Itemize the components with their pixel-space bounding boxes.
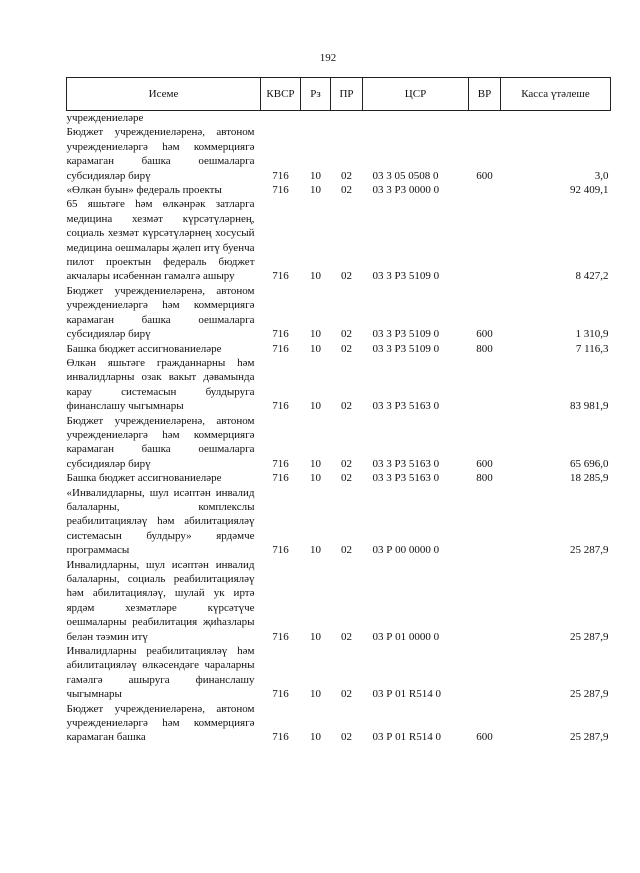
table-body bbox=[67, 111, 611, 745]
cell-rz: 10 bbox=[310, 544, 321, 557]
table-header bbox=[67, 78, 611, 111]
cell-vr bbox=[469, 356, 501, 414]
table-row bbox=[67, 356, 611, 414]
cell-vr bbox=[469, 486, 501, 558]
cell-vr bbox=[469, 558, 501, 644]
cell-csr: 03 3 P3 5163 0 bbox=[372, 457, 440, 470]
cell-name: учреждениеләре bbox=[66, 112, 144, 124]
cell-vr bbox=[469, 197, 501, 283]
table-row bbox=[67, 197, 611, 283]
cell-name: 65 яшьтәге һәм өлкәнрәк затларга медицина хезмәт күрсәтүләрнең, социаль хезмәт күрсәтүләрнең хосусый медицина оешмалары җәлеп итү буенча пилот проектын федераль бюджет акчалары исәбеннән гамәлгә ашыру bbox=[66, 198, 255, 283]
cell-amount: 1 310,9 bbox=[575, 328, 609, 341]
cell-kvsr: 716 bbox=[272, 544, 289, 557]
cell-pr: 02 bbox=[341, 544, 352, 557]
cell-amount: 25 287,9 bbox=[570, 731, 609, 744]
cell-amount: 7 116,3 bbox=[575, 342, 609, 355]
cell-csr: 03 Р 01 R514 0 bbox=[372, 688, 441, 701]
cell-kvsr: 716 bbox=[272, 731, 289, 744]
cell-amount: 92 409,1 bbox=[570, 184, 609, 197]
cell-csr: 03 3 P3 0000 0 bbox=[372, 184, 440, 197]
cell-vr: 600 bbox=[476, 457, 493, 470]
table-row bbox=[67, 644, 611, 702]
table-row bbox=[67, 284, 611, 342]
cell-pr: 02 bbox=[341, 630, 352, 643]
table-row bbox=[67, 486, 611, 558]
cell-rz: 10 bbox=[310, 731, 321, 744]
cell-pr: 02 bbox=[341, 688, 352, 701]
cell-kvsr bbox=[261, 111, 301, 126]
table-row bbox=[67, 702, 611, 745]
cell-rz: 10 bbox=[310, 457, 321, 470]
header-name: Исеме bbox=[67, 78, 261, 111]
cell-rz: 10 bbox=[310, 630, 321, 643]
table-row bbox=[67, 111, 611, 126]
cell-rz: 10 bbox=[310, 328, 321, 341]
cell-pr: 02 bbox=[341, 342, 352, 355]
cell-name: Бюджет учреждениеләренә, автоном учреждениеләргә һәм коммерциягә карамаган башка оешмаларга субсидияләр бирү bbox=[66, 284, 255, 341]
cell-csr: 03 Р 01 R514 0 bbox=[372, 731, 441, 744]
cell-vr bbox=[469, 111, 501, 126]
cell-amount: 25 287,9 bbox=[570, 688, 609, 701]
cell-rz: 10 bbox=[310, 342, 321, 355]
table-row bbox=[67, 558, 611, 644]
cell-pr bbox=[331, 111, 363, 126]
cell-name: Башка бюджет ассигнованиеләре bbox=[66, 342, 222, 355]
table-row bbox=[67, 125, 611, 183]
cell-name: Бюджет учреждениеләренә, автоном учреждениеләргә һәм коммерциягә карамаган башка bbox=[66, 702, 255, 744]
table-row bbox=[67, 342, 611, 356]
cell-name: Инвалидларны реабилитацияләү һәм абилитацияләү өлкәсендәге чараларны гамәлгә ашыруга финанслашу чыгымнары bbox=[66, 645, 255, 701]
cell-rz: 10 bbox=[310, 169, 321, 182]
cell-kvsr: 716 bbox=[272, 630, 289, 643]
table-row bbox=[67, 414, 611, 472]
cell-csr: 03 3 P3 5109 0 bbox=[372, 270, 440, 283]
cell-kvsr: 716 bbox=[272, 472, 289, 485]
cell-csr: 03 Р 00 0000 0 bbox=[372, 544, 440, 557]
cell-vr bbox=[469, 644, 501, 702]
cell-name: Өлкән яшьтәге гражданнарны һәм инвалидларны озак вакыт дәвамында карау системасын булдыруга финанслашу чыгымнары bbox=[66, 356, 255, 413]
cell-vr bbox=[469, 183, 501, 197]
cell-amount: 25 287,9 bbox=[570, 544, 609, 557]
cell-amount: 83 981,9 bbox=[570, 400, 609, 413]
cell-amount: 25 287,9 bbox=[570, 630, 609, 643]
cell-vr: 800 bbox=[476, 342, 493, 355]
header-csr: ЦСР bbox=[363, 78, 469, 111]
cell-csr: 03 3 P3 5163 0 bbox=[372, 400, 440, 413]
cell-kvsr: 716 bbox=[272, 169, 289, 182]
cell-vr: 600 bbox=[476, 328, 493, 341]
cell-pr: 02 bbox=[341, 400, 352, 413]
header-pr: ПР bbox=[331, 78, 363, 111]
cell-rz: 10 bbox=[310, 688, 321, 701]
cell-name: Инвалидларны, шул исәптән инвалид балаларны, социаль реабилитацияләү һәм абилитацияләү, шулай ук иртә ярдәм хезмәтләре күрсәтүче оешмаларны реабилитация җиһазлары белән тәэмин итү bbox=[66, 558, 255, 643]
cell-pr: 02 bbox=[341, 328, 352, 341]
cell-csr bbox=[363, 111, 469, 126]
header-kvsr: КВСР bbox=[261, 78, 301, 111]
table-row bbox=[67, 471, 611, 485]
cell-vr: 800 bbox=[476, 472, 493, 485]
header-rz: Рз bbox=[301, 78, 331, 111]
cell-csr: 03 3 P3 5109 0 bbox=[372, 328, 440, 341]
cell-kvsr: 716 bbox=[272, 688, 289, 701]
cell-kvsr: 716 bbox=[272, 184, 289, 197]
cell-amount: 18 285,9 bbox=[570, 472, 609, 485]
cell-kvsr: 716 bbox=[272, 328, 289, 341]
page-number: 192 bbox=[319, 52, 337, 64]
cell-pr: 02 bbox=[341, 472, 352, 485]
table-row bbox=[67, 183, 611, 197]
cell-amount bbox=[501, 111, 611, 126]
cell-name: Бюджет учреждениеләренә, автоном учреждениеләргә һәм коммерциягә карамаган башка оешмаларга субсидияләр бирү bbox=[66, 414, 255, 470]
cell-kvsr: 716 bbox=[272, 342, 289, 355]
cell-pr: 02 bbox=[341, 184, 352, 197]
cell-vr: 600 bbox=[476, 169, 493, 182]
cell-amount: 65 696,0 bbox=[570, 457, 609, 470]
cell-rz bbox=[301, 111, 331, 126]
header-kassa: Касса үтәлеше bbox=[501, 78, 611, 111]
cell-name: «Өлкән буын» федераль проекты bbox=[66, 184, 222, 197]
cell-rz: 10 bbox=[310, 270, 321, 283]
cell-kvsr: 716 bbox=[272, 400, 289, 413]
cell-amount: 8 427,2 bbox=[575, 270, 609, 283]
cell-name: «Инвалидларны, шул исәптән инвалид балаларны, комплекслы реабилитацияләү һәм абилитацияләү системасын булдыру» ярдәмче программасы bbox=[66, 486, 255, 557]
cell-rz: 10 bbox=[310, 184, 321, 197]
cell-pr: 02 bbox=[341, 270, 352, 283]
cell-pr: 02 bbox=[341, 731, 352, 744]
cell-name: Бюджет учреждениеләренә, автоном учреждениеләргә һәм коммерциягә карамаган башка оешмаларга субсидияләр бирү bbox=[66, 126, 255, 182]
cell-csr: 03 3 05 0508 0 bbox=[372, 169, 439, 182]
budget-table bbox=[66, 77, 611, 745]
cell-name: Башка бюджет ассигнованиеләре bbox=[66, 472, 222, 485]
cell-kvsr: 716 bbox=[272, 270, 289, 283]
header-vr: ВР bbox=[469, 78, 501, 111]
cell-pr: 02 bbox=[341, 457, 352, 470]
cell-rz: 10 bbox=[310, 472, 321, 485]
cell-rz: 10 bbox=[310, 400, 321, 413]
cell-amount: 3,0 bbox=[594, 169, 609, 182]
cell-pr: 02 bbox=[341, 169, 352, 182]
cell-csr: 03 Р 01 0000 0 bbox=[372, 630, 440, 643]
cell-vr: 600 bbox=[476, 731, 493, 744]
cell-csr: 03 3 P3 5163 0 bbox=[372, 472, 440, 485]
cell-csr: 03 3 P3 5109 0 bbox=[372, 342, 440, 355]
cell-kvsr: 716 bbox=[272, 457, 289, 470]
